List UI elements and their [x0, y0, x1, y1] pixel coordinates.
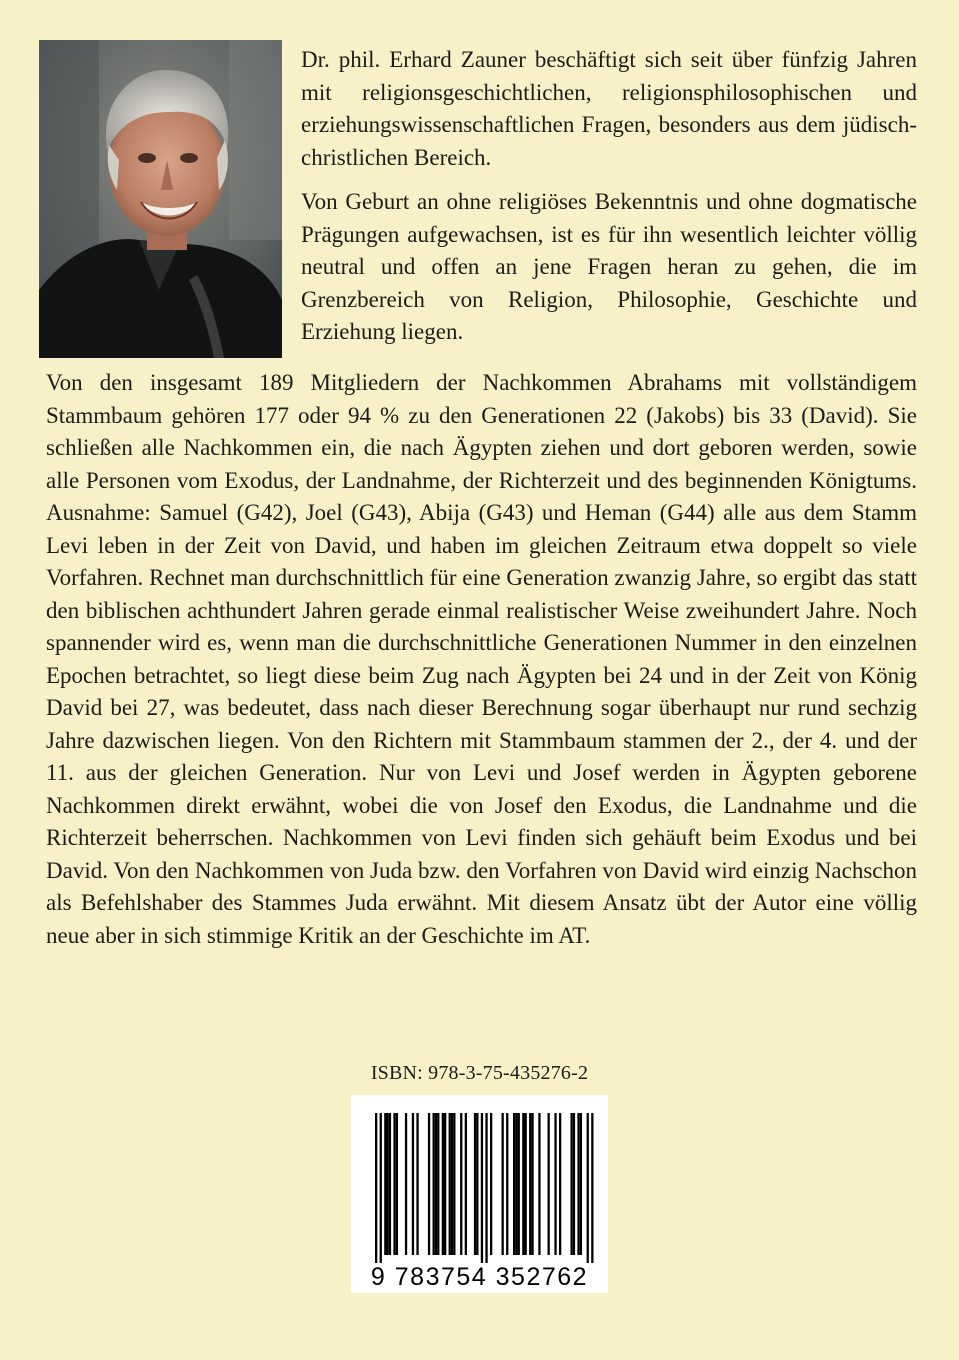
isbn-label: ISBN: 978-3-75-435276-2: [370, 1062, 589, 1084]
barcode-bar: [522, 1113, 524, 1255]
barcode-bar: [518, 1113, 520, 1255]
barcode: [351, 1095, 608, 1293]
barcode-bar: [481, 1113, 483, 1263]
barcode-bar: [580, 1113, 582, 1255]
barcode-bar: [587, 1113, 589, 1263]
barcode-bar: [502, 1113, 504, 1255]
barcode-bar: [375, 1113, 377, 1263]
barcode-bar: [387, 1113, 389, 1255]
barcode-bar: [435, 1113, 437, 1255]
barcode-bar: [554, 1113, 556, 1255]
barcode-bar: [412, 1113, 414, 1255]
barcode-bar: [506, 1113, 508, 1255]
barcode-bar: [573, 1113, 575, 1255]
barcode-bar: [416, 1113, 418, 1255]
barcode-bar: [529, 1113, 531, 1255]
barcode-bar: [389, 1113, 391, 1255]
author-photo: [39, 40, 282, 358]
barcode-bar: [428, 1113, 430, 1255]
barcode-digits: 9 783754 352762: [370, 1263, 589, 1291]
barcode-bar: [513, 1113, 515, 1255]
barcode-bar: [538, 1113, 540, 1255]
barcode-bar: [449, 1113, 451, 1255]
barcode-bar: [531, 1113, 533, 1255]
barcode-bar: [460, 1113, 462, 1255]
barcode-bar: [485, 1113, 487, 1263]
barcode-bar: [571, 1113, 573, 1255]
barcode-bar: [548, 1113, 550, 1255]
barcode-bar: [384, 1113, 386, 1255]
bio-paragraph-2: Von Geburt an ohne religiöses Bekenntnis und ohne dogmatische Prägungen aufgewachsen, ist es für ihn wesentlich leichter völlig neutral und offen an jene Fragen heran zu gehen, die im Grenzbereich von Religion, Philosophie, Geschichte und Erziehung liegen.: [301, 189, 917, 344]
barcode-bar: [474, 1113, 476, 1255]
bio-paragraph-1: Dr. phil. Erhard Zauner beschäftigt sich seit über fünfzig Jahren mit religionsgeschichtlichen, religionsphilosophischen und erziehungswissenschaftlichen Fragen, besonders aus dem jüdisch-christlichen Bereich.: [301, 47, 917, 170]
book-blurb: [46, 367, 917, 952]
barcode-bar: [591, 1113, 593, 1263]
blurb-paragraph: Von den insgesamt 189 Mitgliedern der Nachkommen Abrahams mit vollständigem Stammbaum gehören 177 oder 94 % zu den Generationen 22 (Jakobs) bis 33 (David). Sie schließen alle Nachkommen ein, die nach Ägypten ziehen und dort geboren werden, sowie alle Personen vom Exodus, der Landnahme, der Richterzeit und des beginnenden Königtums. Ausnahme: Samuel (G42), Joel (G43), Abija (G43) und Heman (G44) alle aus dem Stamm Levi leben in der Zeit von David, und haben im gleichen Zeitraum etwa doppelt so viele Vorfahren. Rechnet man durchschnittlich für eine Generation zwanzig Jahre, so ergibt das statt den biblischen achthundert Jahren gerade einmal realistischer Weise zweihundert Jahre. Noch spannender wird es, wenn man die durchschnittliche Generationen Nummer in den einzelnen Epochen betrachtet, so liegt diese beim Zug nach Ägypten bei 24 und in der Zeit von König David bei 27, was bedeutet, dass nach dieser Berechnung sogar überhaupt nur rund sechzig Jahre dazwischen liegen. Von den Richtern mit Stammbaum stammen der 2., der 4. und der 11. aus der gleichen Generation. Nur von Levi und Josef werden in Ägypten geborene Nachkommen direkt erwähnt, wobei die von Josef den Exodus, die Landnahme und die Richterzeit beherrschen. Nachkommen von Levi finden sich gehäuft beim Exodus und bei David. Von den Nachkommen von Juda bzw. den Vorfahren von David wird einzig Nachschon als Befehlshaber des Stammes Juda erwähnt. Mit diesem Ansatz übt der Autor eine völlig neue aber in sich stimmige Kritik an der Geschichte im AT.: [46, 370, 917, 948]
barcode-bar: [393, 1113, 395, 1255]
barcode-bar: [442, 1113, 444, 1255]
author-bio: [301, 44, 917, 361]
barcode-bar: [380, 1113, 382, 1263]
barcode-bar: [396, 1113, 398, 1255]
barcode-bar: [405, 1113, 407, 1255]
barcode-image: [351, 1095, 608, 1293]
barcode-bar: [437, 1113, 439, 1255]
barcode-bar: [577, 1113, 579, 1255]
barcode-bar: [444, 1113, 446, 1255]
barcode-bar: [465, 1113, 467, 1255]
author-portrait-image: [39, 40, 282, 358]
barcode-bar: [433, 1113, 435, 1255]
barcode-bar: [559, 1113, 561, 1255]
barcode-bar: [515, 1113, 517, 1255]
barcode-bar: [525, 1113, 527, 1255]
barcode-bar: [490, 1113, 492, 1255]
barcode-bar: [453, 1113, 455, 1255]
barcode-bar: [476, 1113, 478, 1255]
barcode-bar: [451, 1113, 453, 1255]
